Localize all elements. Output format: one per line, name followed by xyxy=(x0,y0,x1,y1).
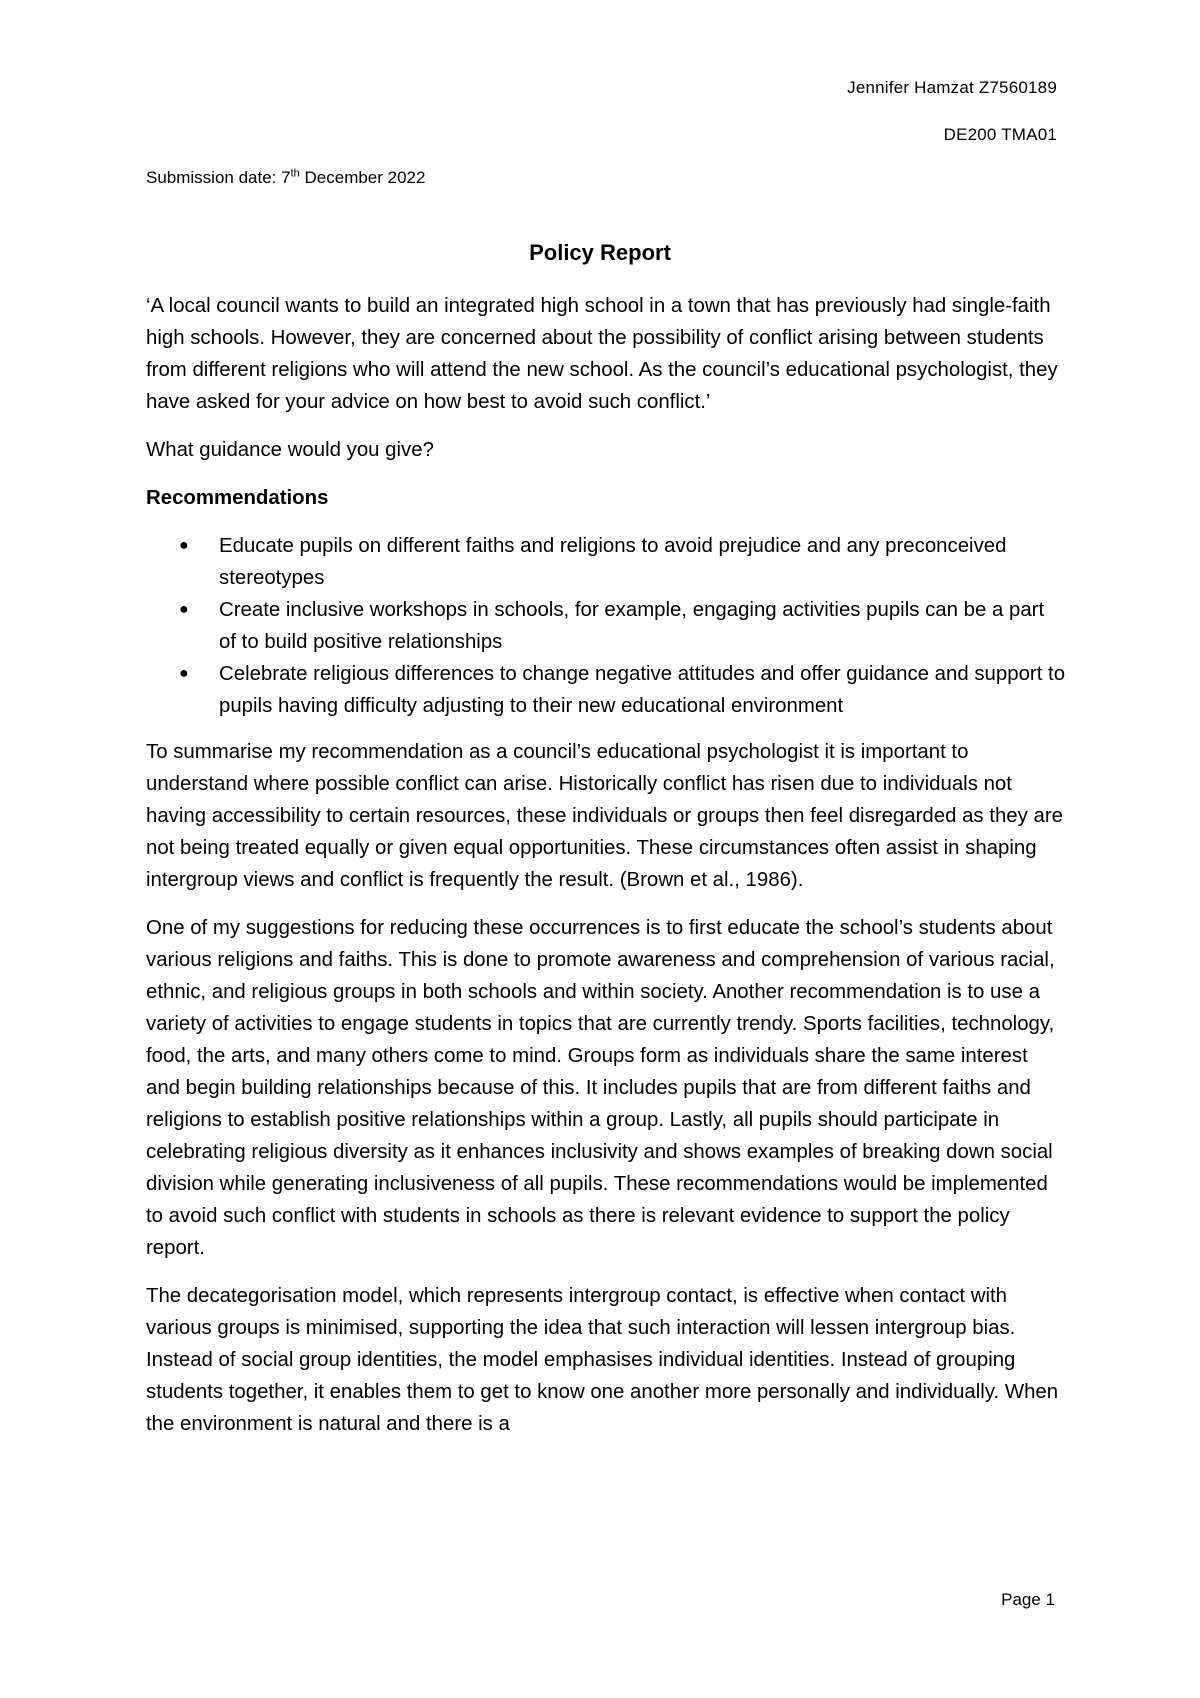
author-name-id: Jennifer Hamzat Z7560189 xyxy=(847,78,1057,97)
recommendation-item xyxy=(146,658,1066,722)
submission-date-ordinal: th xyxy=(290,167,300,180)
submission-date-prefix: Submission date: 7 xyxy=(146,168,291,187)
submission-date-rest: December 2022 xyxy=(299,168,426,187)
recommendation-item xyxy=(146,530,1066,594)
body-paragraph: The decategorisation model, which represents intergroup contact, is effective when contact with various groups is minimised, supporting the idea that such interaction will lessen intergroup bias. Instead of social group identities, the model emphasises individual identities. Instead of grouping students together, it enables them to get to know one another more personally and individually. When the environment is natural and there is a xyxy=(146,1285,1059,1435)
document-title: Policy Report xyxy=(529,240,671,265)
recommendation-text: Celebrate religious differences to change negative attitudes and offer guidance and support to pupils having difficulty adjusting to their new educational environment xyxy=(219,663,1066,717)
bullet-icon: ● xyxy=(179,537,189,554)
recommendations-list xyxy=(146,530,1066,722)
body-paragraph: One of my suggestions for reducing these occurrences is to first educate the school’s students about various religions and faiths. This is done to promote awareness and comprehension of various racial, ethnic, and religious groups in both schools and within society. Another recommendation is to use a variety of activities to engage students in topics that are currently trendy. Sports facilities, technology, food, the arts, and many others come to mind. Groups form as individuals share the same interest and begin building relationships because of this. It includes pupils that are from different faiths and religions to establish positive relationships within a group. Lastly, all pupils should participate in celebrating religious diversity as it enhances inclusivity and shows examples of breaking down social division while generating inclusiveness of all pupils. These recommendations would be implemented to avoid such conflict with students in schools as there is relevant evidence to support the policy report. xyxy=(146,917,1055,1259)
guidance-question: What guidance would you give? xyxy=(146,439,434,461)
bullet-icon: ● xyxy=(179,601,189,618)
recommendation-text: Educate pupils on different faiths and religions to avoid prejudice and any preconceived stereotypes xyxy=(219,535,1007,589)
bullet-icon: ● xyxy=(179,665,189,682)
recommendation-text: Create inclusive workshops in schools, for example, engaging activities pupils can be a part of to build positive relationships xyxy=(219,599,1045,653)
document-body xyxy=(146,290,1066,1456)
submission-date xyxy=(146,168,425,188)
course-code: DE200 TMA01 xyxy=(943,125,1057,144)
body-paragraph: To summarise my recommendation as a council’s educational psychologist it is important to understand where possible conflict can arise. Historically conflict has risen due to individuals not having accessibility to certain resources, these individuals or groups then feel disregarded as they are not being treated equally or given equal opportunities. These circumstances often assist in shaping intergroup views and conflict is frequently the result. (Brown et al., 1986). xyxy=(146,741,1063,891)
recommendations-heading: Recommendations xyxy=(146,487,329,509)
recommendation-item xyxy=(146,594,1066,658)
page-number: Page 1 xyxy=(1001,1590,1055,1609)
intro-quote: ‘A local council wants to build an integrated high school in a town that has previously had single-faith high schools. However, they are concerned about the possibility of conflict arising between students from different religions who will attend the new school. As the council’s educational psychologist, they have asked for your advice on how best to avoid such conflict.’ xyxy=(146,295,1058,413)
